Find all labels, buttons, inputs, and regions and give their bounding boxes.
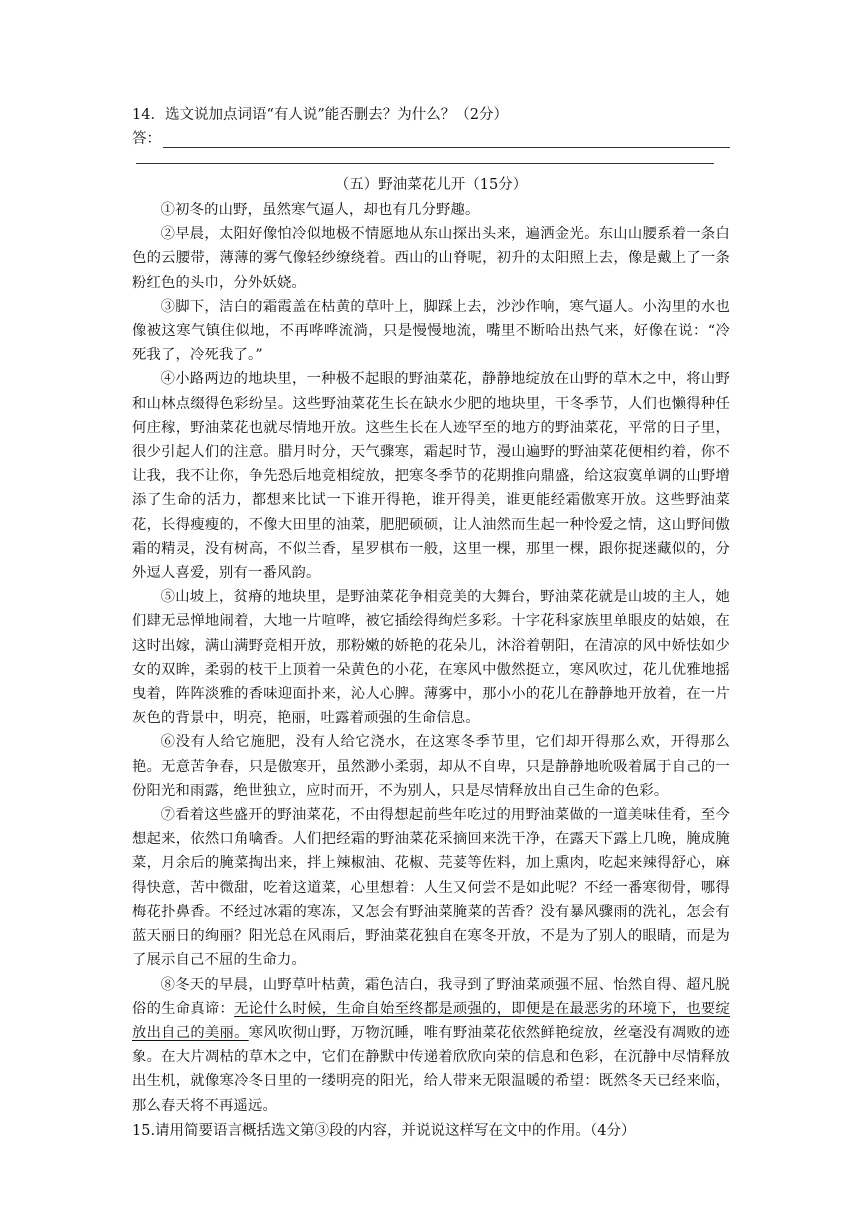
answer-label: 答： — [132, 131, 161, 147]
paragraph-1: ①初冬的山野，虽然寒气逼人，却也有几分野趣。 — [160, 202, 480, 218]
paragraph-7: ⑦看着这些盛开的野油菜花，不由得想起前些年吃过的用野油菜做的一道美味佳肴，至今想起来，依然口角噙香。人们把经霜的野油菜花采摘回来洗干净，在露天下露上几晚，腌成腌菜，月余后的腌菜掏出来，拌上辣椒油、花椒、芫荽等佐料，加上熏肉，吃起来辣得舒心，麻得快意，苦中微甜，吃着这道菜，心里想着：人生又何尝不是如此呢？不经一番寒彻骨，哪得梅花扑鼻香。不经过冰霜的寒冻，又怎会有野油菜腌菜的苦香？没有暴风骤雨的洗礼，怎会有蓝天丽日的绚丽？阳光总在风雨后，野油菜花独自在寒冬开放，不是为了别人的眼睛，而是为了展示自己不屈的生命力。 — [132, 807, 730, 969]
paragraph-4: ④小路两边的地块里，一种极不起眼的野油菜花，静静地绽放在山野的草木之中，将山野和山林点缀得色彩纷呈。这些野油菜花生长在缺水少肥的地块里，干冬季节，人们也懒得种任何庄稼，野油菜花也就尽情地开放。这些生长在人迹罕至的地方的野油菜花，平常的日子里，很少引起人们的注意。腊月时分，天气骤寒，霜起时节，漫山遍野的野油菜花便相约着，你不让我，我不让你，争先恐后地竞相绽放，把寒冬季节的花期推向鼎盛，给这寂寞单调的山野增添了生命的活力，都想来比试一下谁开得艳，谁开得美，谁更能经霜傲寒开放。这些野油菜花，长得瘦瘦的，不像大田里的油菜，肥肥硕硕，让人油然而生起一种怜爱之情，这山野间傲霜的精灵，没有树高，不似兰香，星罗棋布一般，这里一棵，那里一棵，跟你捉迷藏似的，分外逗人喜爱，别有一番风韵。 — [132, 371, 730, 582]
answer-row-14 — [132, 126, 730, 148]
paragraph-5: ⑤山坡上，贫瘠的地块里，是野油菜花争相竞美的大舞台，野油菜花就是山坡的主人，她们肆无忌惮地闹着，大地一片喧哗，被它插绘得绚烂多彩。十字花科家族里单眼皮的姑娘，在这时出嫁，满山满野竞相开放，那粉嫩的娇艳的花朵儿，沐浴着朝阳，在清凉的风中娇怯如少女的双眸，柔弱的枝干上顶着一朵黄色的小花，在寒风中傲然挺立，寒风吹过，花儿优雅地摇曳着，阵阵淡雅的香味迎面扑来，沁人心脾。薄雾中，那小小的花儿在静静地开放着，在一片灰色的背景中，明亮，艳丽，吐露着顽强的生命信息。 — [132, 589, 730, 727]
paragraph-3: ③脚下，洁白的霜霞盖在枯黄的草叶上，脚踩上去，沙沙作响，寒气逼人。小沟里的水也像被这寒气镇住似地，不再哗哗流淌，只是慢慢地流，嘴里不断哈出热气来，好像在说：“冷死我了，冷死我了。” — [132, 298, 730, 364]
paragraph-2: ②早晨，太阳好像怕冷似地极不情愿地从东山探出头来，遍洒金光。东山山腰系着一条白色的云腰带，薄薄的雾气像轻纱缭绕着。西山的山脊呢，初升的太阳照上去，像是戴上了一条粉红色的头巾，分外妖娆。 — [132, 226, 730, 291]
answer-line[interactable] — [163, 133, 730, 148]
paragraph-6: ⑥没有人给它施肥，没有人给它浇水，在这寒冬季节里，它们却开得那么欢，开得那么艳。无意苦争春，只是傲寒开，虽然渺小柔弱，却从不自卑，只是静静地吮吸着属于自己的一份阳光和雨露，绝世独立，应时而开，不为别人，只是尽情释放出自己生命的色彩。 — [132, 734, 730, 799]
question-14: 14．选文说加点词语“有人说”能否删去？为什么？（2分） — [132, 107, 508, 123]
question-15: 15.请用简要语言概括选文第③段的内容，并说说这样写在文中的作用。（4分） — [132, 1122, 636, 1139]
exam-page — [132, 104, 730, 1142]
section-title: （五）野油菜花儿开（15分） — [334, 177, 528, 193]
underlined-sentence: 无论什么时候，生命自始至终都是顽强的，即便是在最恶劣的环境下，也要绽放出自己的美丽。 — [132, 1000, 731, 1041]
answer-line-2[interactable] — [136, 163, 714, 164]
paragraph-8 — [132, 973, 730, 1118]
paragraph-8-lead: ⑧冬天的早晨，山野草叶枯黄，霜色洁白，我寻到了野油菜顽强不屈、怡然自得、超凡脱俗的生命真谛： — [132, 976, 730, 1017]
paragraph-8-rest: 寒风吹彻山野，万物沉睡，唯有野油菜花依然鲜艳绽放，丝毫没有凋败的迹象。在大片凋枯的草木之中，它们在静默中传递着欣欣向荣的信息和色彩，在沉静中尽情释放出生机，就像寒冷冬日里的一缕明亮的阳光，给人带来无限温暖的希望：既然冬天已经来临，那么春天将不再遥远。 — [132, 1024, 730, 1114]
